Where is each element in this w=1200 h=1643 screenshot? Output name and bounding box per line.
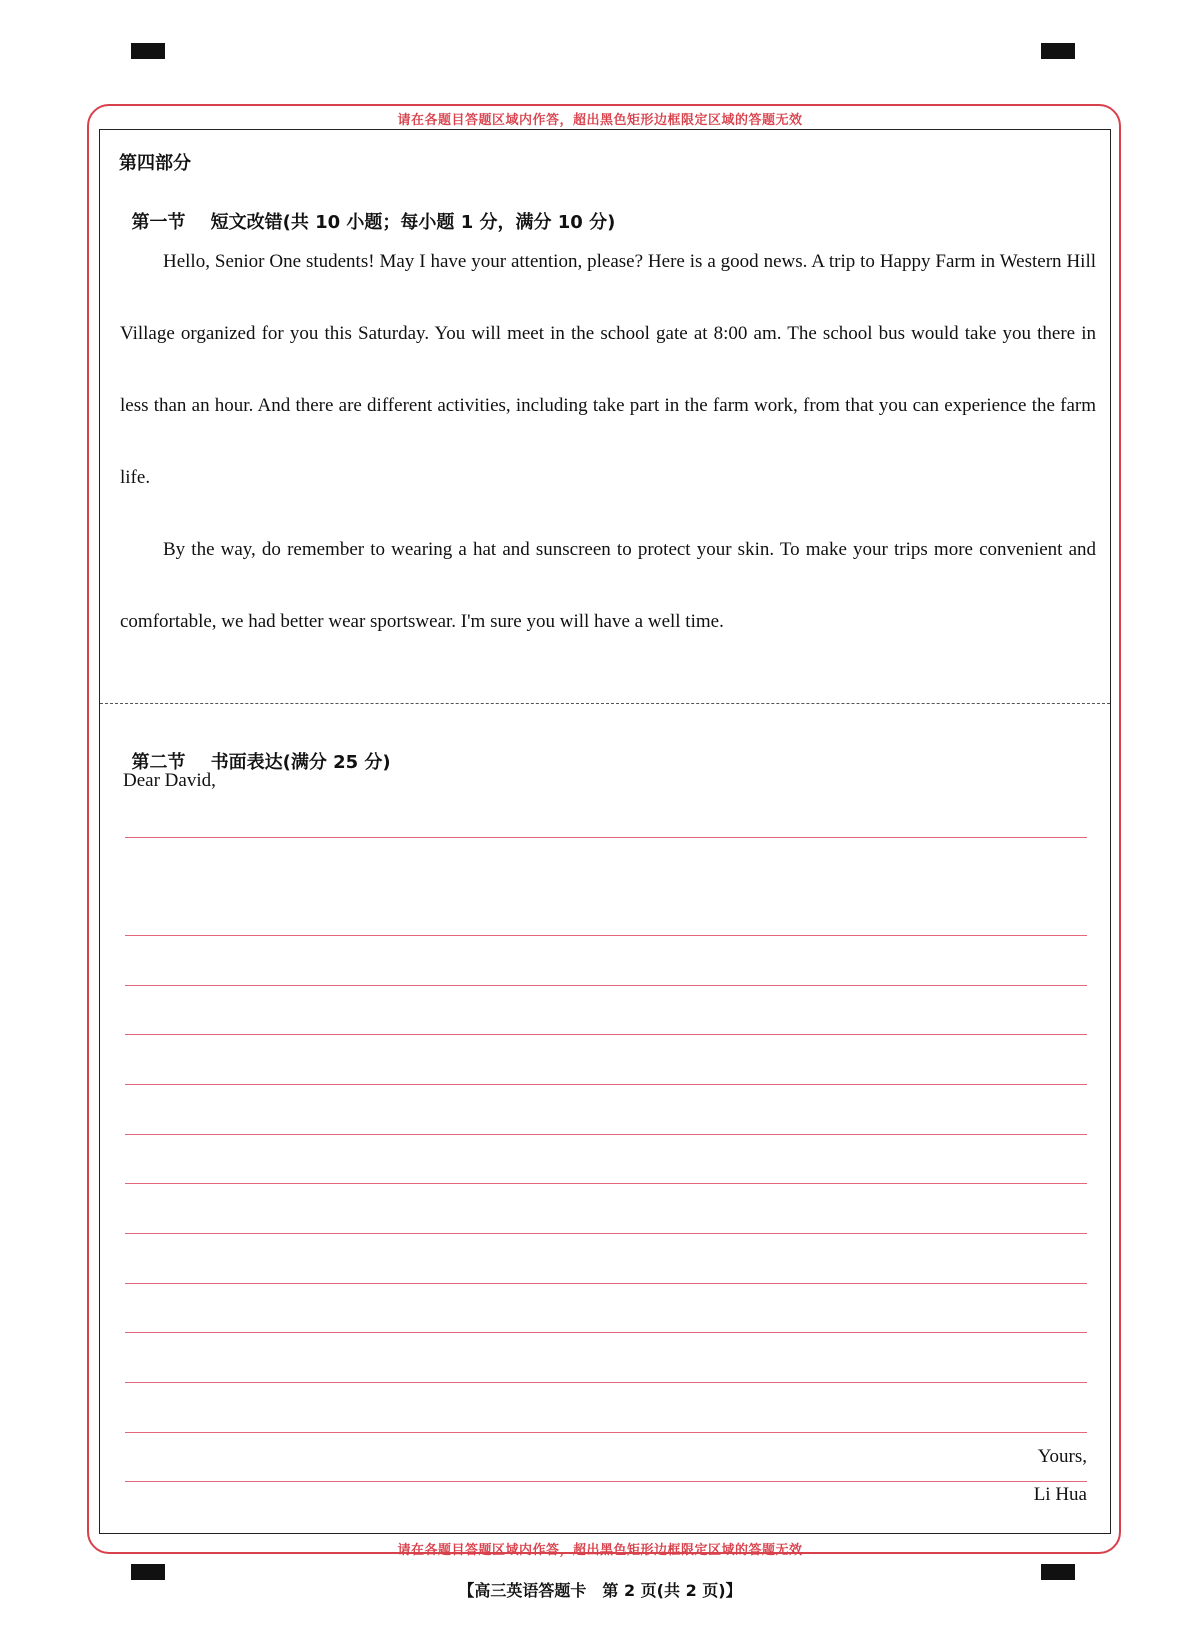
writing-line[interactable] [125,1135,1087,1185]
section2-heading [119,727,391,774]
writing-line[interactable] [125,986,1087,1036]
writing-line[interactable] [125,1035,1087,1085]
section1-label: 第一节 [131,212,186,233]
writing-area[interactable] [125,837,1087,1482]
warning-text-bottom: 请在各题目答题区域内作答，超出黑色矩形边框限定区域的答题无效 [397,1543,803,1558]
section2-label: 第二节 [131,752,186,773]
page-footer: 【高三英语答题卡 第 2 页(共 2 页)】 [458,1581,742,1600]
writing-line[interactable] [125,837,1087,838]
writing-line[interactable] [125,1085,1087,1135]
section2-title: 书面表达(满分 25 分) [210,752,391,773]
writing-line[interactable] [125,1333,1087,1383]
registration-mark-top-left [131,43,165,59]
registration-mark-top-right [1041,43,1075,59]
section1-title: 短文改错(共 10 小题；每小题 1 分，满分 10 分) [210,212,616,233]
letter-closing: Yours, [1037,1446,1087,1467]
passage-paragraph-2: By the way, do remember to wearing a hat and sunscreen to protect your skin. To make your trips more convenient and comfortable, we had better wear sportswear. I'm sure you will have a well time. [120,539,1096,632]
writing-line[interactable] [125,1284,1087,1334]
warning-text-top: 请在各题目答题区域内作答，超出黑色矩形边框限定区域的答题无效 [397,113,803,128]
writing-line[interactable] [125,936,1087,986]
letter-greeting: Dear David, [123,770,216,791]
writing-line[interactable] [125,1433,1087,1483]
writing-line[interactable] [125,1383,1087,1433]
passage-paragraph-1: Hello, Senior One students! May I have your attention, please? Here is a good news. A trip to Happy Farm in Western Hill Village organized for you this Saturday. You will meet in the school gate at 8:00 am. The school bus would take you there in less than an hour. And there are different activities, including take part in the farm work, from that you can experience the farm life. [120,251,1096,488]
proofreading-passage[interactable] [120,226,1096,658]
section-divider [100,703,1110,704]
writing-line[interactable] [125,1234,1087,1284]
writing-line[interactable] [125,886,1087,936]
writing-line[interactable] [125,1184,1087,1234]
letter-signature: Li Hua [1033,1484,1087,1505]
part-title: 第四部分 [119,153,191,174]
